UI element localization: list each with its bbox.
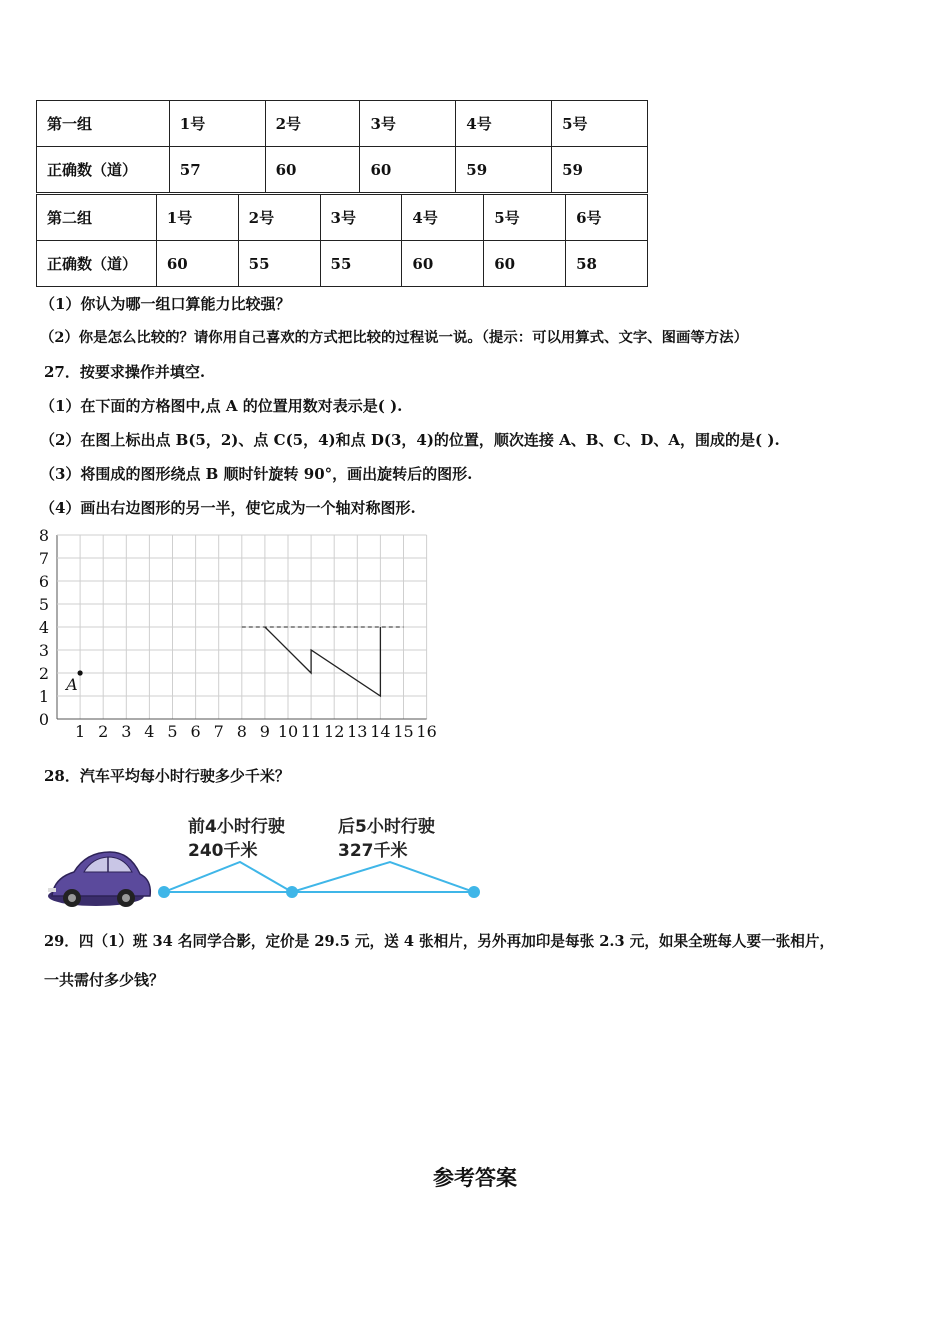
table-cell: 60 <box>265 147 360 193</box>
x-tick-label: 13 <box>347 722 368 741</box>
table-cell: 4号 <box>456 101 552 147</box>
route-line <box>164 862 474 892</box>
x-tick-label: 5 <box>167 722 178 741</box>
point-a <box>78 670 83 675</box>
y-tick-label: 7 <box>38 549 49 568</box>
answers-title: 参考答案 <box>433 1165 517 1190</box>
table-cell: 59 <box>456 147 552 193</box>
route-point <box>286 886 298 898</box>
y-tick-label: 3 <box>38 641 49 660</box>
segment2-label-line1: 后5小时行驶 <box>338 817 435 837</box>
table-cell: 2号 <box>238 195 320 241</box>
table-row <box>37 101 648 147</box>
q27-part2: （2）在图上标出点 B(5，2)、点 C(5，4)和点 D(3，4)的位置，顺次连接 A、B、C、D、A，围成的是( ). <box>40 431 780 449</box>
y-tick-label: 8 <box>38 526 49 545</box>
x-tick-label: 11 <box>300 722 322 741</box>
x-tick-label: 4 <box>144 722 155 741</box>
q27-title: 27．按要求操作并填空. <box>44 363 206 381</box>
segment1-label-line1: 前4小时行驶 <box>188 817 285 837</box>
x-tick-label: 14 <box>370 722 391 741</box>
group1-table <box>36 100 648 193</box>
x-tick-label: 8 <box>236 722 247 741</box>
table-cell: 60 <box>484 241 566 287</box>
table-cell: 55 <box>238 241 320 287</box>
q26-part2: （2）你是怎么比较的？请你用自己喜欢的方式把比较的过程说一说。（提示：可以用算式、文字、图画等方法） <box>40 329 748 346</box>
q29-line1: 29．四（1）班 34 名同学合影，定价是 29.5 元，送 4 张相片，另外再加印是每张 2.3 元，如果全班每人要一张相片， <box>44 933 835 950</box>
coordinate-grid <box>30 524 450 746</box>
q26-part1: （1）你认为哪一组口算能力比较强？ <box>40 295 291 313</box>
table-cell: 正确数（道） <box>37 241 157 287</box>
y-tick-label: 1 <box>38 687 49 706</box>
table-cell: 5号 <box>484 195 566 241</box>
half-figure <box>265 627 381 696</box>
table-cell: 55 <box>320 241 402 287</box>
x-tick-label: 15 <box>393 722 414 741</box>
x-tick-label: 9 <box>259 722 270 741</box>
x-tick-label: 10 <box>277 722 299 741</box>
y-tick-label: 0 <box>38 710 49 729</box>
group2-table <box>36 194 648 287</box>
x-tick-label: 6 <box>190 722 201 741</box>
segment2-label-line2: 327千米 <box>338 841 408 861</box>
table-cell: 4号 <box>402 195 484 241</box>
table-row <box>37 195 648 241</box>
table-cell: 60 <box>360 147 456 193</box>
y-tick-label: 6 <box>38 572 49 591</box>
table-cell: 60 <box>156 241 238 287</box>
table-row <box>37 147 648 193</box>
car-icon <box>48 852 150 907</box>
table-cell: 5号 <box>552 101 648 147</box>
segment1-label-line2: 240千米 <box>188 841 258 861</box>
q28-title: 28．汽车平均每小时行驶多少千米？ <box>44 767 290 785</box>
route-point <box>468 886 480 898</box>
table-row <box>37 241 648 287</box>
y-tick-label: 4 <box>38 618 49 637</box>
point-a-label: A <box>66 675 78 694</box>
table-cell: 第二组 <box>37 195 157 241</box>
car-journey-diagram <box>44 840 494 920</box>
table-cell: 正确数（道） <box>37 147 170 193</box>
x-tick-label: 16 <box>416 722 437 741</box>
x-tick-label: 12 <box>324 722 345 741</box>
table-cell: 58 <box>566 241 648 287</box>
route-point <box>158 886 170 898</box>
table-cell: 2号 <box>265 101 360 147</box>
y-tick-label: 5 <box>38 595 49 614</box>
q29-line2: 一共需付多少钱？ <box>44 971 165 989</box>
x-tick-label: 2 <box>98 722 109 741</box>
table-cell: 第一组 <box>37 101 170 147</box>
q27-part4: （4）画出右边图形的另一半，使它成为一个轴对称图形. <box>40 499 416 517</box>
table-cell: 57 <box>169 147 265 193</box>
table-cell: 6号 <box>566 195 648 241</box>
table-cell: 60 <box>402 241 484 287</box>
table-cell: 1号 <box>156 195 238 241</box>
x-tick-label: 3 <box>121 722 132 741</box>
table-cell: 1号 <box>169 101 265 147</box>
table-cell: 59 <box>552 147 648 193</box>
y-tick-label: 2 <box>38 664 49 683</box>
q27-part3: （3）将围成的图形绕点 B 顺时针旋转 90°，画出旋转后的图形. <box>40 465 473 483</box>
q27-part1: （1）在下面的方格图中,点 A 的位置用数对表示是( ). <box>40 397 403 415</box>
x-tick-label: 7 <box>213 722 224 741</box>
table-cell: 3号 <box>360 101 456 147</box>
x-tick-label: 1 <box>75 722 86 741</box>
table-cell: 3号 <box>320 195 402 241</box>
